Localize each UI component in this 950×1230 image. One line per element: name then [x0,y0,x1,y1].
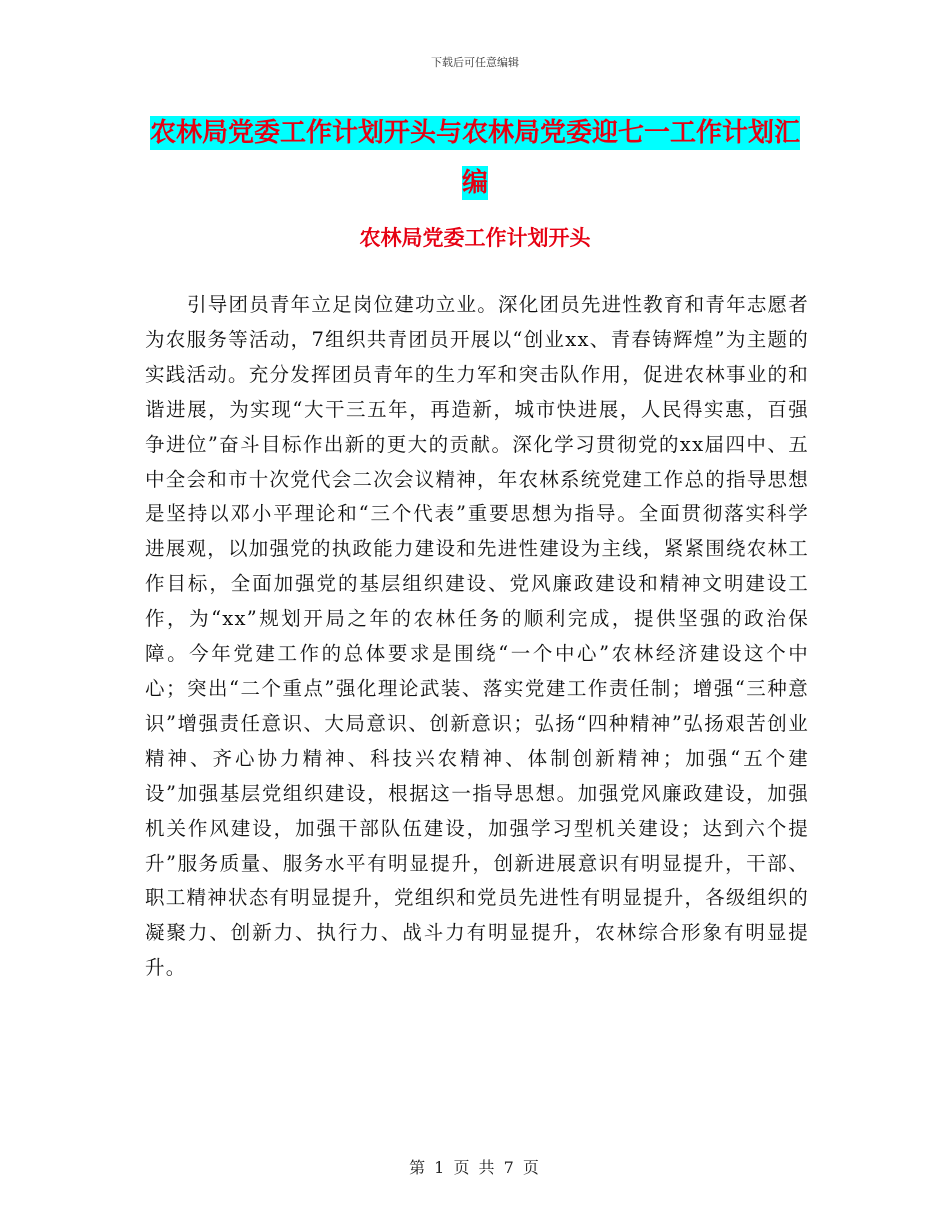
body-paragraph: 引导团员青年立足岗位建功立业。深化团员先进性教育和青年志愿者为农服务等活动，7组织共青团员开展以“创业xx、青春铸辉煌”为主题的实践活动。充分发挥团员青年的生力军和突击队作用，促进农林事业的和谐进展，为实现“大干三五年，再造新，城市快进展，人民得实惠，百强争进位”奋斗目标作出新的更大的贡献。深化学习贯彻党的xx届四中、五中全会和市十次党代会二次会议精神，年农林系统党建工作总的指导思想是坚持以邓小平理论和“三个代表”重要思想为指导。全面贯彻落实科学进展观，以加强党的执政能力建设和先进性建设为主线，紧紧围绕农林工作目标，全面加强党的基层组织建设、党风廉政建设和精神文明建设工作，为“xx”规划开局之年的农林任务的顺利完成，提供坚强的政治保障。今年党建工作的总体要求是围绕“一个中心”农林经济建设这个中心；突出“二个重点”强化理论武装、落实党建工作责任制；增强“三种意识”增强责任意识、大局意识、创新意识；弘扬“四种精神”弘扬艰苦创业精神、齐心协力精神、科技兴农精神、体制创新精神；加强“五个建设”加强基层党组织建设，根据这一指导思想。加强党风廉政建设，加强机关作风建设，加强干部队伍建设，加强学习型机关建设；达到六个提升”服务质量、服务水平有明显提升，创新进展意识有明显提升，干部、职工精神状态有明显提升，党组织和党员先进性有明显提升，各级组织的凝聚力、创新力、执行力、战斗力有明显提升，农林综合形象有明显提升。 [145,293,809,980]
page-number-footer: 第 1 页 共 7 页 [409,1158,541,1177]
document-title-text: 农林局党委工作计划开头与农林局党委迎七一工作计划汇编 [149,118,800,198]
document-title [145,108,805,208]
section-title: 农林局党委工作计划开头 [359,226,591,250]
header-note: 下载后可任意编辑 [431,56,519,69]
